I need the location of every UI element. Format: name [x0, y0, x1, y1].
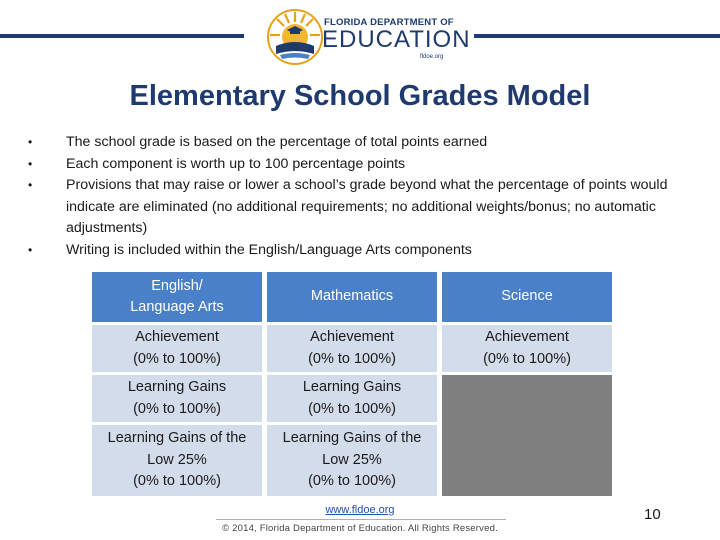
bullet-item: [28, 175, 688, 240]
bullet-text: Writing is included within the English/Language Arts components: [66, 241, 472, 258]
table-cell-empty: [442, 375, 612, 496]
table-cell: Learning Gains of the Low 25% (0% to 100%): [267, 425, 437, 496]
header-cell-english: English/ Language Arts: [92, 272, 262, 322]
table-cell: Achievement (0% to 100%): [442, 325, 612, 372]
logo-url-text: fldoe.org: [420, 54, 444, 60]
bullet-text: The school grade is based on the percentage of total points earned: [66, 134, 488, 150]
bullet-item: [28, 240, 688, 262]
bullet-item: [28, 154, 688, 176]
bullet-text: Each component is worth up to 100 percentage points: [66, 155, 406, 172]
table-cell: Learning Gains (0% to 100%): [267, 375, 437, 422]
table-cell: Learning Gains of the Low 25% (0% to 100%): [92, 425, 262, 496]
header-rule-right: [474, 34, 720, 38]
footer-copyright: © 2014, Florida Department of Education. All Rights Reserved.: [222, 523, 498, 534]
florida-sun-seal-icon: [266, 8, 324, 66]
table-cell: Achievement (0% to 100%): [92, 325, 262, 372]
footer-divider: [216, 519, 506, 520]
grades-components-table: [92, 272, 612, 496]
table-cell: Learning Gains (0% to 100%): [92, 375, 262, 422]
footer-website-link[interactable]: www.fldoe.org: [325, 504, 395, 516]
bullet-dot-icon: •: [28, 135, 33, 149]
bullet-dot-icon: •: [28, 178, 33, 192]
bullet-item: [28, 132, 688, 154]
logo-education-text: EDUCATION: [322, 26, 471, 53]
logo-department-text: FLORIDA DEPARTMENT OF: [324, 17, 454, 28]
header-rule-left: [0, 34, 244, 38]
page-number: 10: [644, 506, 661, 523]
bullet-list: [28, 132, 688, 261]
bullet-text: Provisions that may raise or lower a school’s grade beyond what the percentage of points would indicate are eliminated (no additional requirements; no additional weights/bonus; no automatic adjustments): [66, 177, 668, 236]
slide-title: Elementary School Grades Model: [129, 80, 591, 112]
bullet-dot-icon: •: [28, 156, 33, 171]
header-cell-science: Science: [442, 272, 612, 322]
header-cell-mathematics: Mathematics: [267, 272, 437, 322]
bullet-dot-icon: •: [28, 242, 33, 257]
table-cell: Achievement (0% to 100%): [267, 325, 437, 372]
fldoe-logo[interactable]: [266, 8, 471, 66]
